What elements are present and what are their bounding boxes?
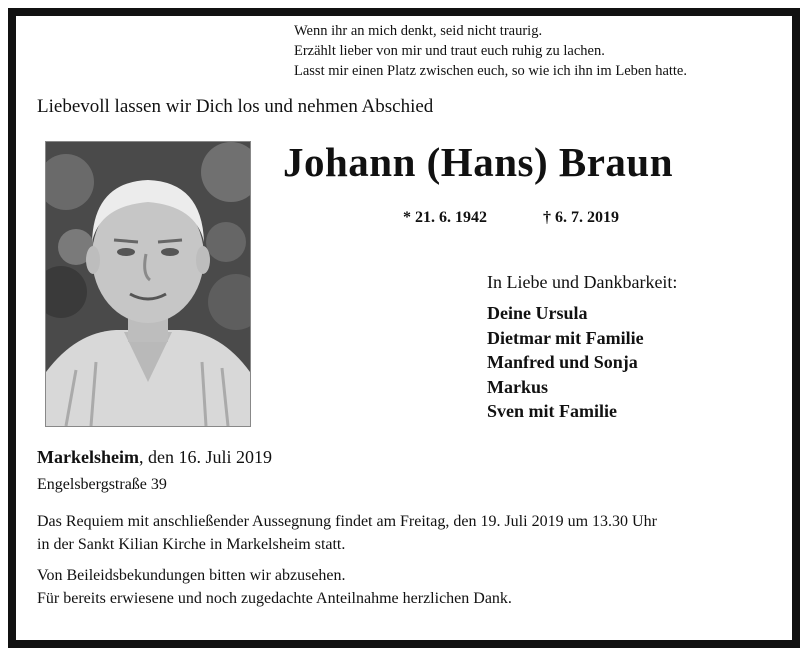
street-address: Engelsbergstraße 39 [37,476,167,493]
mourner-name: Dietmar mit Familie [487,327,644,348]
poem-line: Lasst mir einen Platz zwischen euch, so wie ich ihn im Leben hatte. [294,63,687,79]
requiem-notice [37,510,657,556]
poem-line: Wenn ihr an mich denkt, seid nicht traurig. [294,23,543,39]
closing-notice [37,564,512,610]
mourners-list [487,301,644,424]
place-name: Markelsheim [37,447,139,467]
notice-date: , den 16. Juli 2019 [138,447,272,467]
requiem-line: in der Sankt Kilian Kirche in Markelsheim statt. [37,536,346,553]
poem-line: Erzählt lieber von mir und traut euch ruhig zu lachen. [294,43,605,59]
farewell-intro: Liebevoll lassen wir Dich los und nehmen Abschied [37,96,434,117]
mourners-heading: In Liebe und Dankbarkeit: [487,272,678,292]
closing-line: Von Beileidsbekundungen bitten wir abzusehen. [37,567,346,584]
mourner-name: Manfred und Sonja [487,352,638,372]
closing-line: Für bereits erwiesene und noch zugedachte Anteilnahme herzlichen Dank. [37,590,512,607]
mourner-name: Sven mit Familie [487,401,617,421]
poem [294,21,687,81]
deceased-name: Johann (Hans) Braun [283,139,674,185]
requiem-line: Das Requiem mit anschließender Aussegnung findet am Freitag, den 19. Juli 2019 um 13.30 Uhr [37,513,657,530]
portrait-photo-icon [46,142,250,426]
mourner-name: Markus [487,376,549,397]
death-date: † 6. 7. 2019 [543,209,619,226]
portrait-photo [45,141,251,427]
birth-date: * 21. 6. 1942 [403,209,487,226]
place-date-line [37,447,272,468]
mourner-name: Deine Ursula [487,303,588,323]
